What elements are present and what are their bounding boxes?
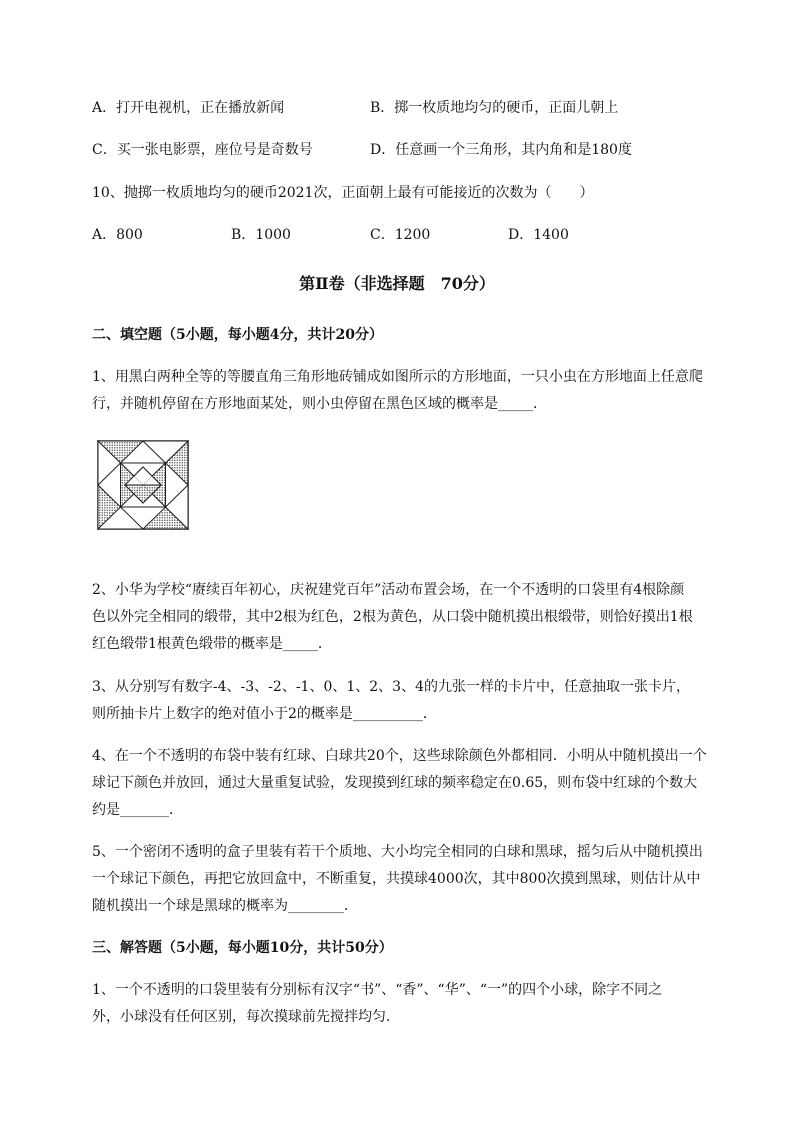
q9-option-b: B．掷一枚质地均匀的硬币，正面儿朝上 <box>370 100 619 116</box>
q10-option-d: D．1400 <box>508 227 569 243</box>
tile-square-figure <box>96 439 190 531</box>
answer-section-header: 三、解答题（5小题，每小题10分，共计50分） <box>92 940 393 956</box>
fill-q2-line1: 2、小华为学校“赓续百年初心，庆祝建党百年”活动布置会场，在一个不透明的口袋里有4根除颜 <box>92 582 685 598</box>
q9-option-c: C．买一张电影票，座位号是奇数号 <box>92 142 313 158</box>
answer-q1-line1: 1、一个不透明的口袋里装有分别标有汉字“书”、“香”、“华”、“一”的四个小球，除字不同之 <box>92 982 663 998</box>
answer-q1-line2: 外，小球没有任何区别，每次摸球前先搅拌均匀． <box>92 1009 400 1025</box>
q9-option-d: D．任意画一个三角形，其内角和是180度 <box>370 142 632 158</box>
fill-q3-line2: 则所抽卡片上数字的绝对值小于2的概率是__________． <box>92 706 437 722</box>
q9-option-a: A．打开电视机，正在播放新闻 <box>92 100 285 116</box>
fill-q5-line3: 随机摸出一个球是黑球的概率为________． <box>92 898 358 914</box>
fill-q5-line1: 5、一个密闭不透明的盒子里装有若干个质地、大小均完全相同的白球和黑球，摇匀后从中随机摸出 <box>92 844 703 860</box>
fill-q2-line2: 色以外完全相同的缎带，其中2根为红色，2根为黄色，从口袋中随机摸出根缎带，则恰好摸出1根 <box>92 609 693 625</box>
fill-q4-line3: 约是_______． <box>92 802 183 818</box>
fill-q1-line2: 行，并随机停留在方形地面某处，则小虫停留在黑色区域的概率是_____． <box>92 396 547 412</box>
fill-q5-line2: 一个球记下颜色，再把它放回盒中，不断重复，共摸球4000次，其中800次摸到黑球，则估计从中 <box>92 871 701 887</box>
part2-title: 第Ⅱ卷（非选择题 70分） <box>299 274 495 293</box>
q10-option-b: B．1000 <box>231 227 291 243</box>
fill-section-header: 二、填空题（5小题，每小题4分，共计20分） <box>92 327 383 343</box>
fill-q1-line1: 1、用黑白两种全等的等腰直角三角形地砖铺成如图所示的方形地面，一只小虫在方形地面上任意爬 <box>92 369 703 385</box>
fill-q3-line1: 3、从分别写有数字-4、-3、-2、-1、0、1、2、3、4的九张一样的卡片中，任意抽取一张卡片， <box>92 679 690 695</box>
q10-option-c: C．1200 <box>370 227 431 243</box>
q10-option-a: A．800 <box>92 227 143 243</box>
fill-q4-line1: 4、在一个不透明的布袋中装有红球、白球共20个，这些球除颜色外都相同．小明从中随机摸出一个 <box>92 748 707 764</box>
q10-stem: 10、抛掷一枚质地均匀的硬币2021次，正面朝上最有可能接近的次数为（ ） <box>92 185 594 201</box>
fill-q2-line3: 红色缎带1根黄色缎带的概率是_____． <box>92 636 332 652</box>
fill-q4-line2: 球记下颜色并放回，通过大量重复试验，发现摸到红球的频率稳定在0.65，则布袋中红球的个数大 <box>92 775 698 791</box>
